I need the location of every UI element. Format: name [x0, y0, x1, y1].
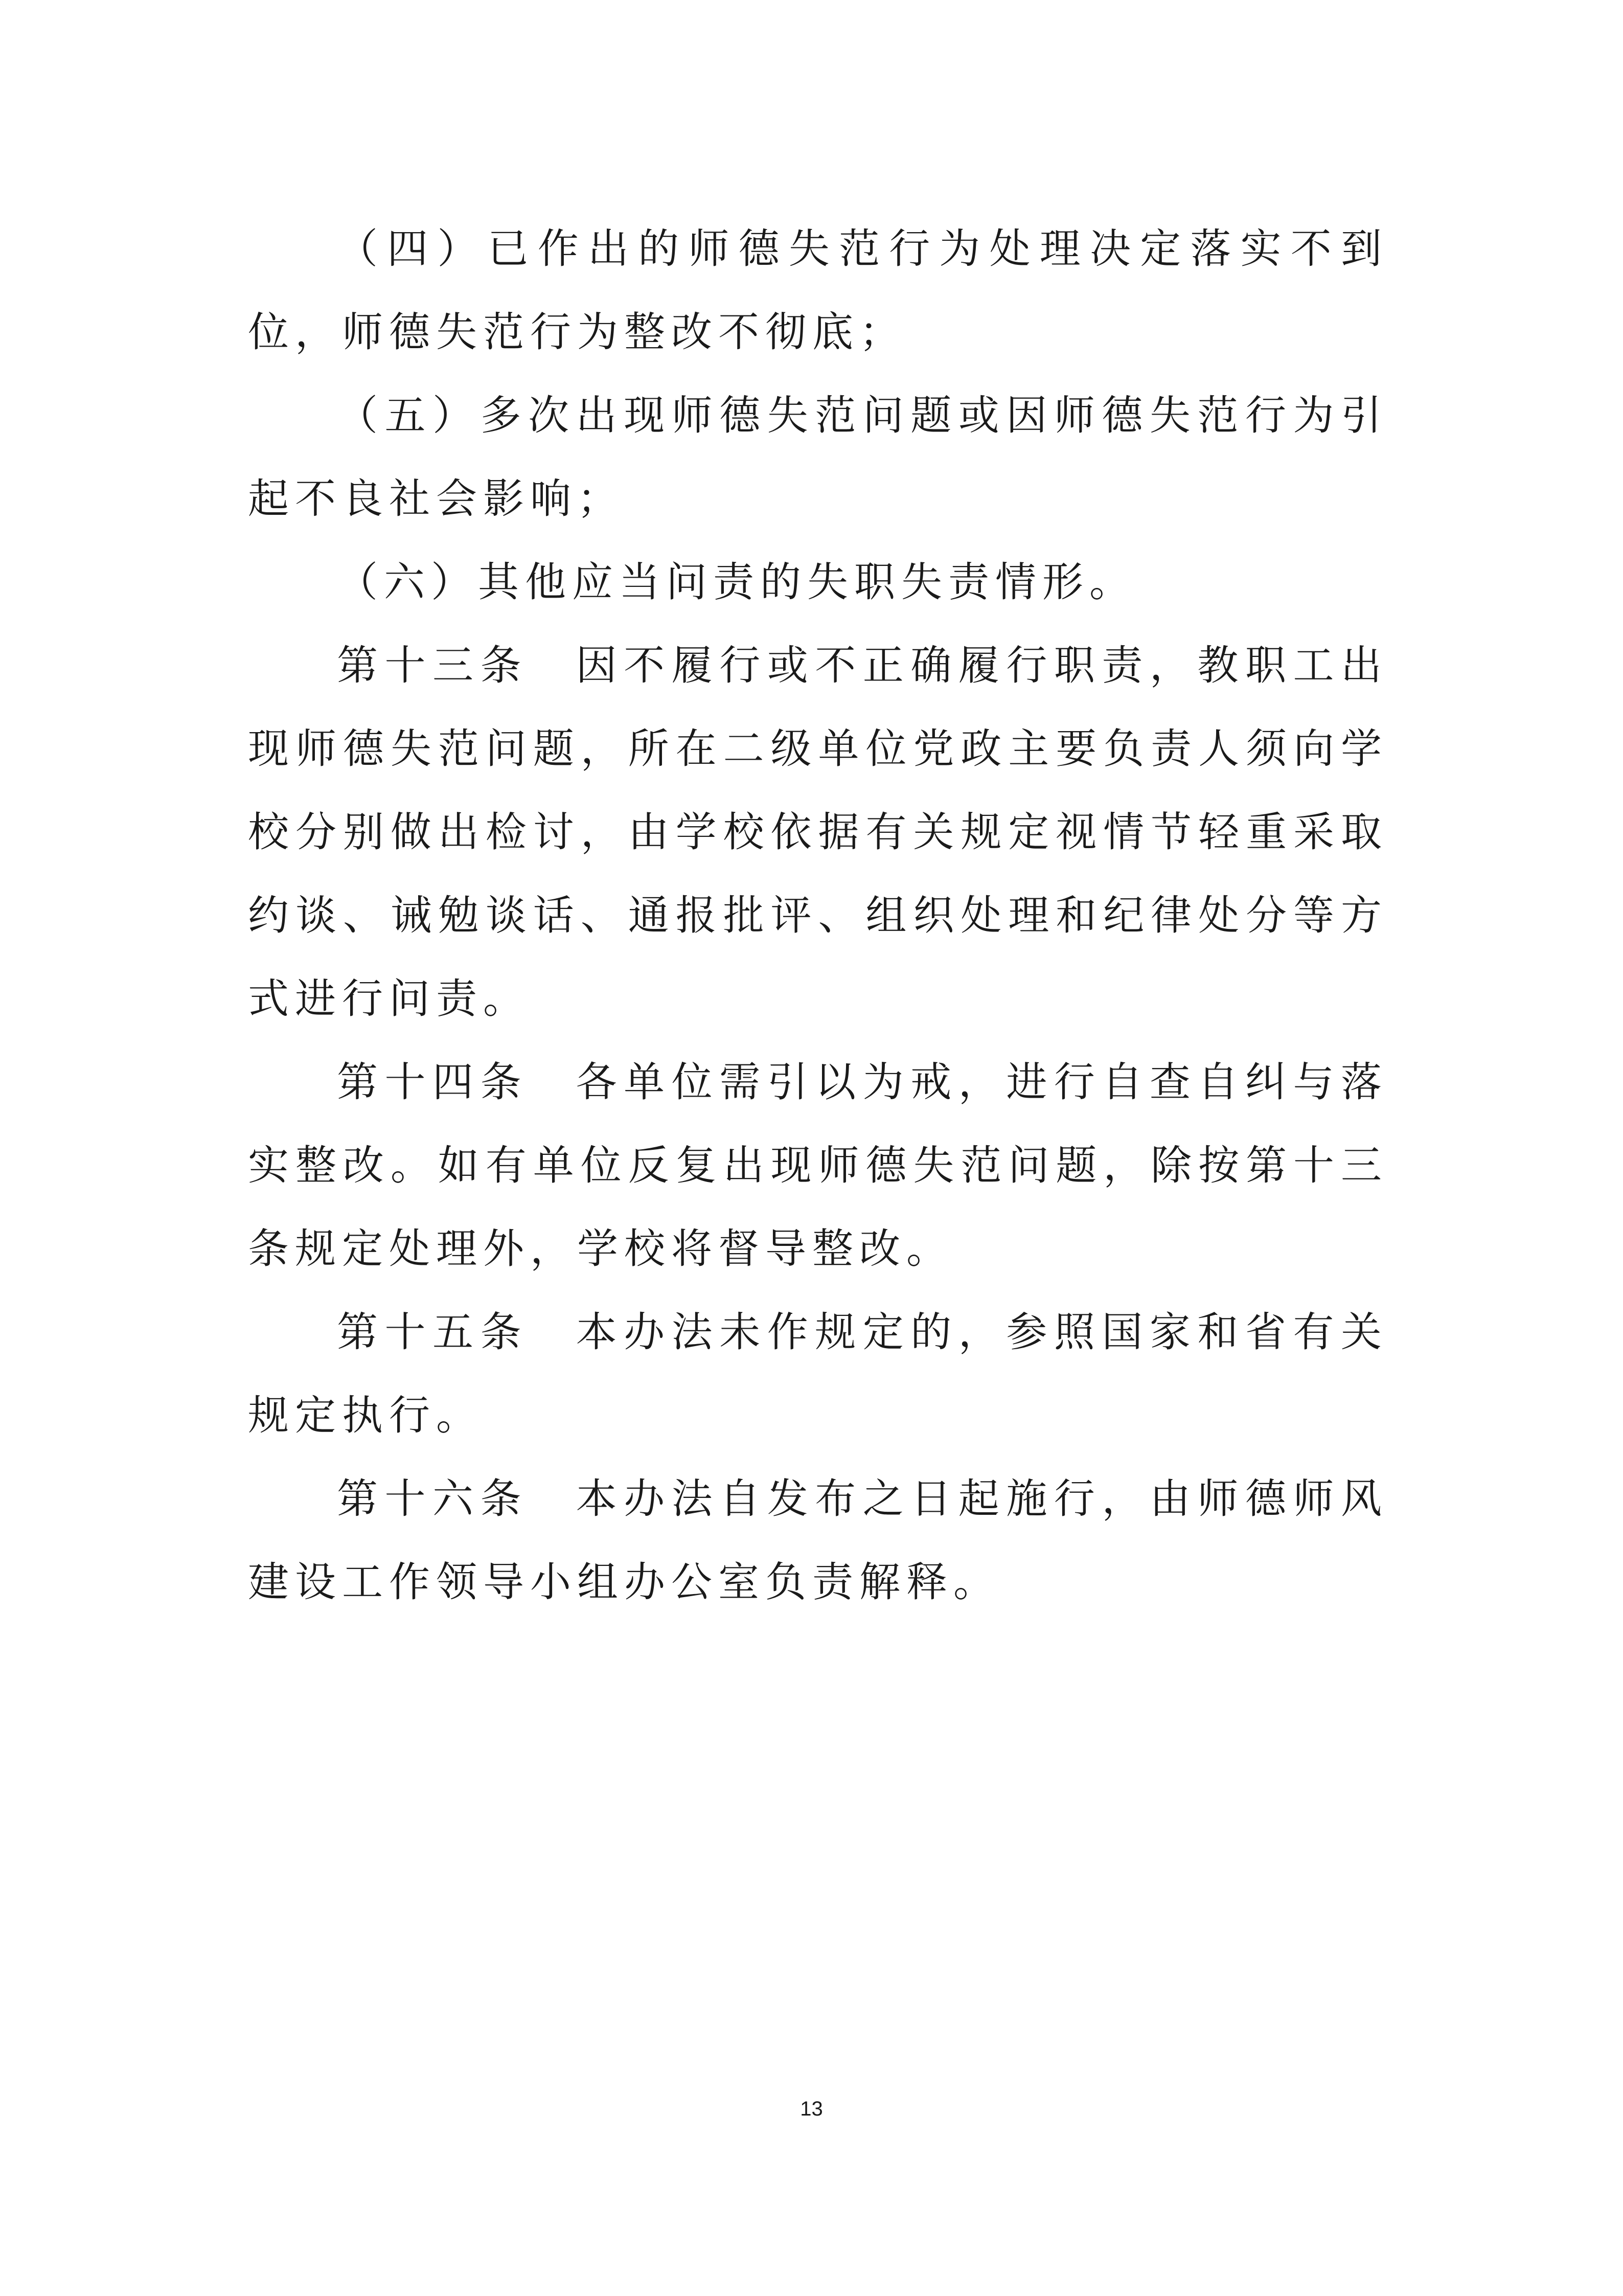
- document-body: [248, 207, 1388, 1624]
- paragraph-item-5: （五）多次出现师德失范问题或因师德失范行为引起不良社会影响；: [248, 392, 1388, 522]
- paragraph-article-16: 第十六条 本办法自发布之日起施行，由师德师风建设工作领导小组办公室负责解释。: [248, 1475, 1388, 1606]
- paragraph-article-13: 第十三条 因不履行或不正确履行职责，教职工出现师德失范问题，所在二级单位党政主要负责人须向学校分别做出检讨，由学校依据有关规定视情节轻重采取约谈、诫勉谈话、通报批评、组织处理和纪律处分等方式进行问责。: [248, 642, 1388, 1022]
- paragraph-item-6: （六）其他应当问责的失职失责情形。: [337, 558, 1136, 606]
- page-number: 13: [800, 2098, 823, 2120]
- paragraph-article-15: 第十五条 本办法未作规定的，参照国家和省有关规定执行。: [248, 1308, 1388, 1439]
- paragraph-article-14: 第十四条 各单位需引以为戒，进行自查自纠与落实整改。如有单位反复出现师德失范问题，除按第十三条规定处理外，学校将督导整改。: [248, 1058, 1388, 1272]
- paragraph-item-4: （四）已作出的师德失范行为处理决定落实不到位，师德失范行为整改不彻底；: [248, 225, 1388, 356]
